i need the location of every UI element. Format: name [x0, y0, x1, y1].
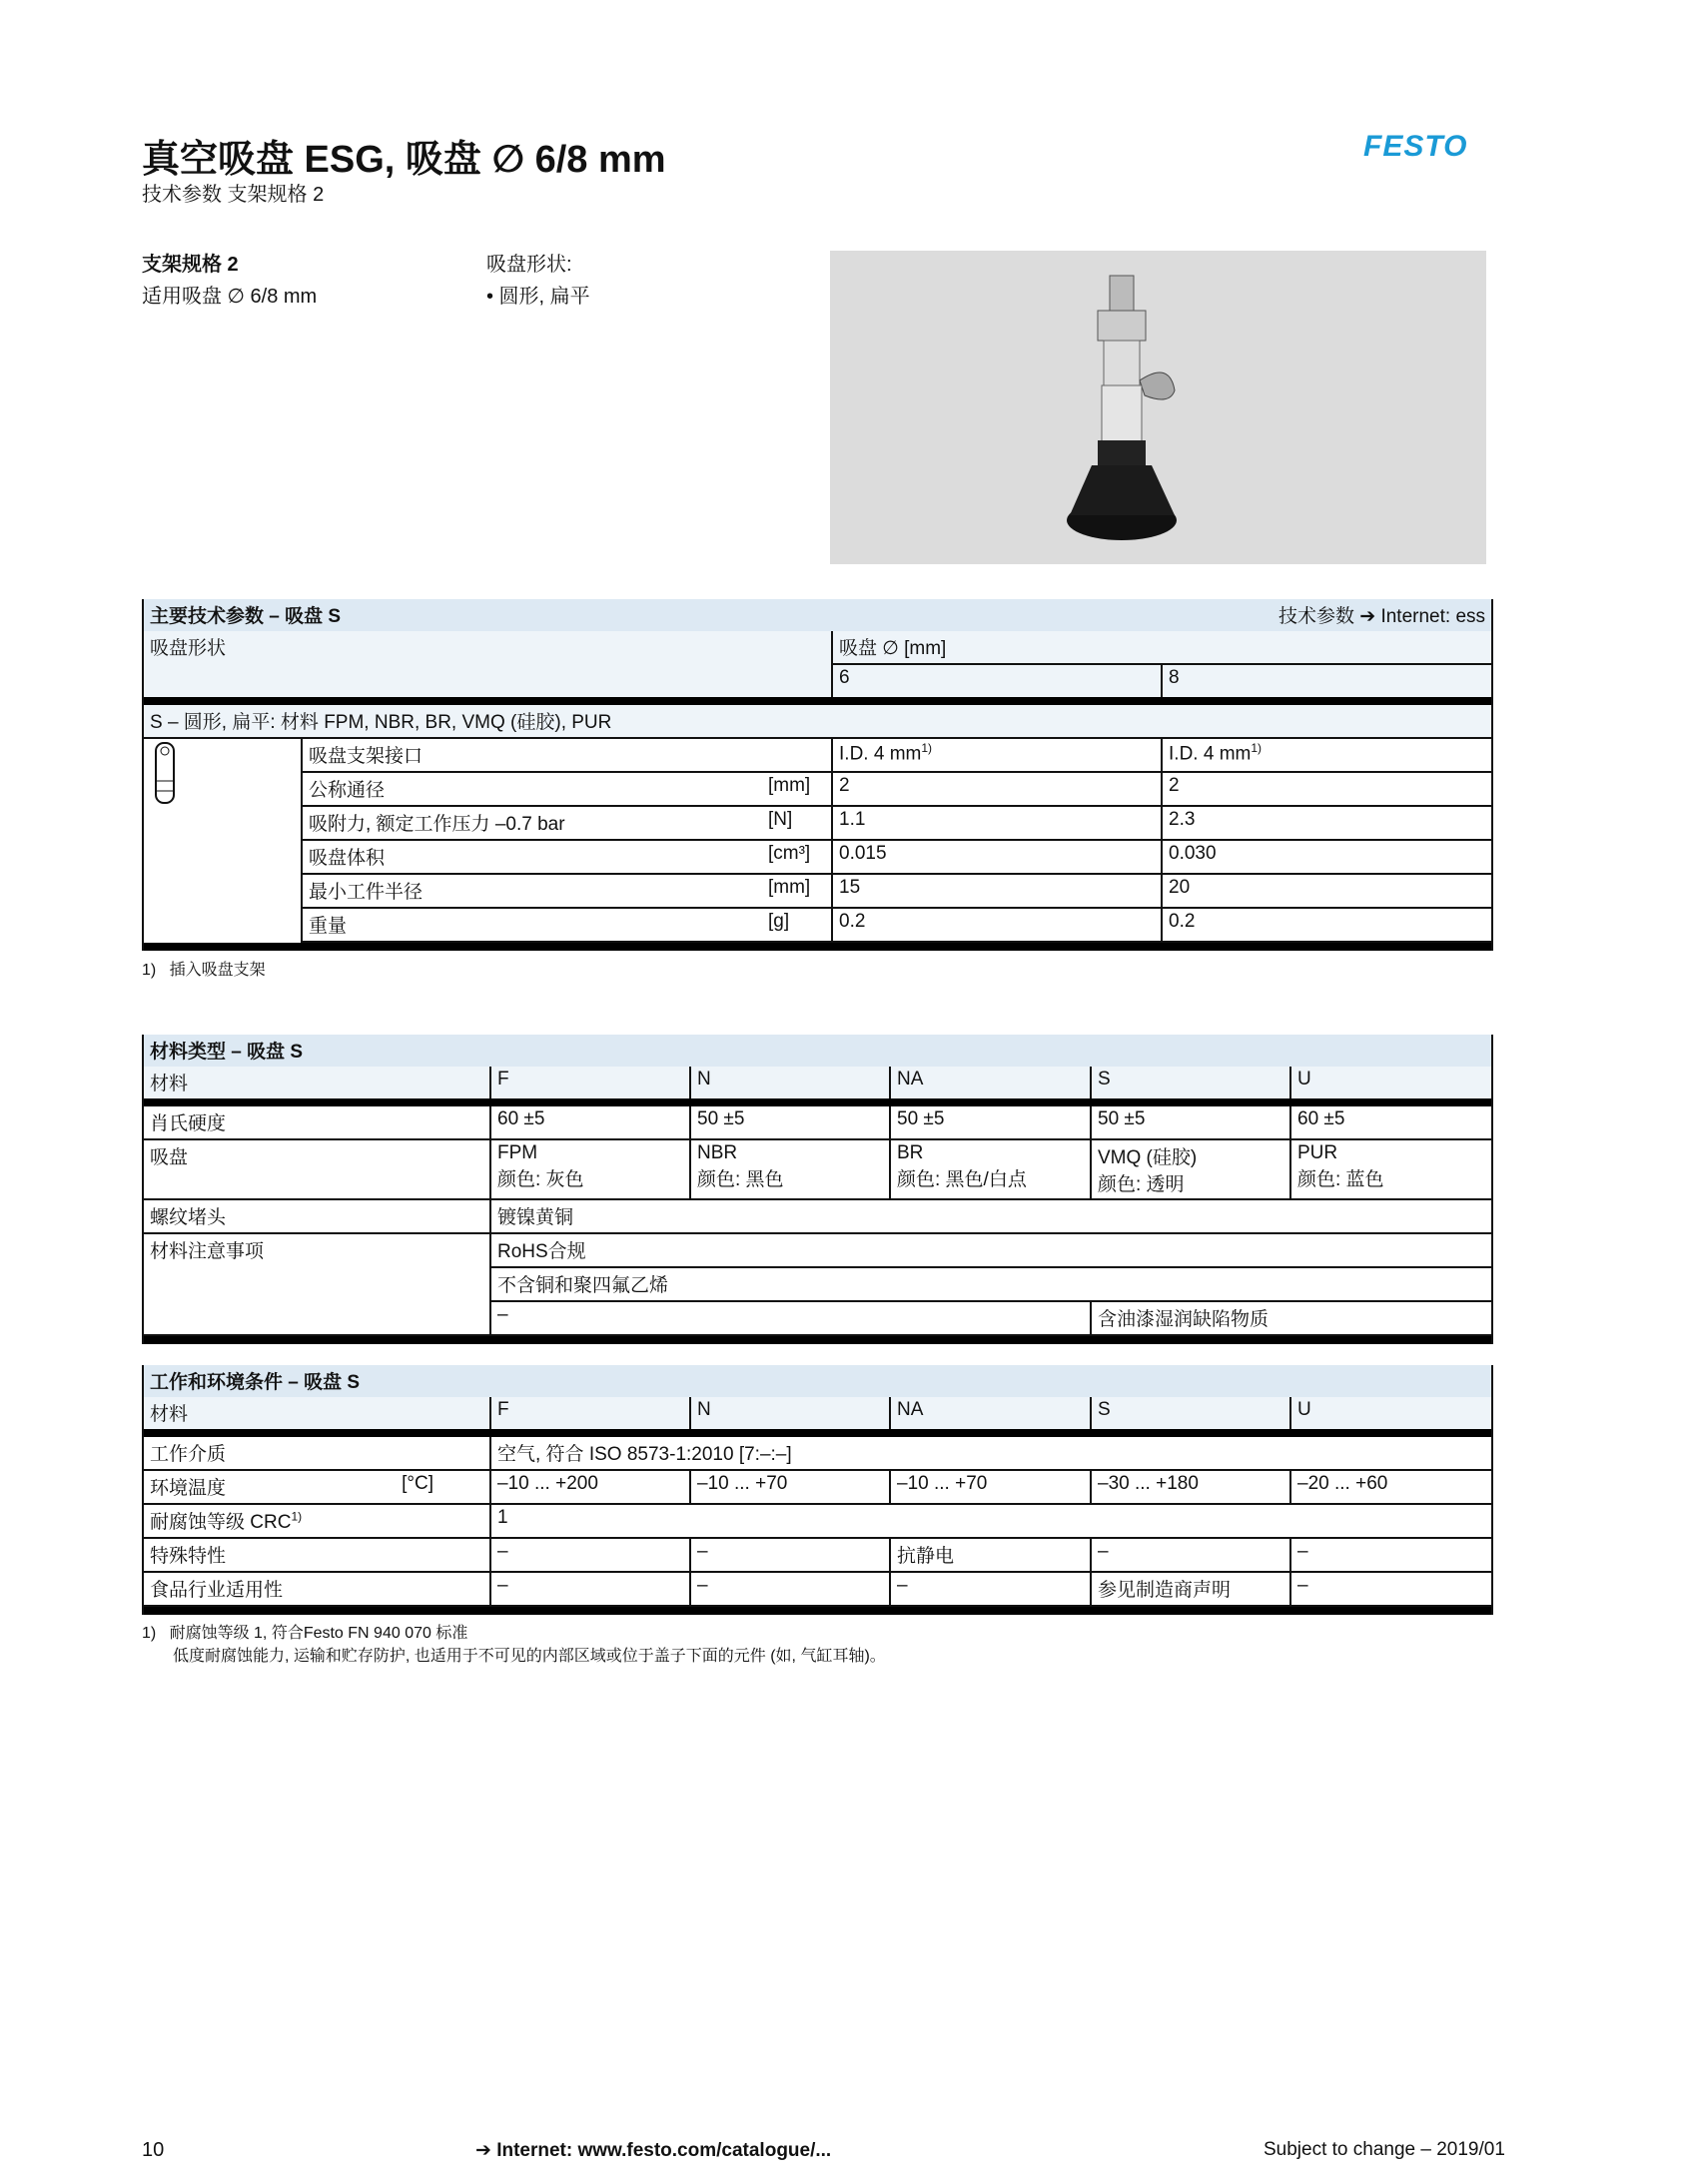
footnote-number: 1)	[142, 1625, 157, 1642]
material-col: NA	[890, 1397, 1091, 1433]
footnote-ref: 1)	[921, 741, 933, 755]
cup-material: BR	[897, 1142, 924, 1163]
cup-color: 颜色: 透明	[1098, 1174, 1185, 1195]
diameter-8: 8	[1162, 664, 1491, 701]
row-value: 0.2	[1162, 908, 1491, 942]
cell: 参见制造商声明	[1091, 1572, 1290, 1606]
material-col: F	[490, 1397, 690, 1433]
cell: 镀镍黄铜	[490, 1199, 1491, 1233]
footnote-1	[142, 957, 266, 980]
table-row	[144, 806, 1491, 840]
table-row	[144, 1139, 1491, 1199]
page-subtitle: 技术参数 支架规格 2	[142, 184, 325, 206]
row-value: 2	[832, 772, 1162, 806]
material-table	[142, 1035, 1493, 1344]
row-unit: [g]	[762, 908, 832, 942]
row-label: 重量	[302, 908, 762, 942]
row-unit: [mm]	[762, 772, 832, 806]
cell: 50 ±5	[890, 1102, 1091, 1139]
size-desc: 适用吸盘 ∅ 6/8 mm	[142, 286, 318, 308]
material-col: N	[690, 1397, 890, 1433]
cell: 50 ±5	[690, 1102, 890, 1139]
row-value: 0.030	[1162, 840, 1491, 874]
material-col: S	[1091, 1397, 1290, 1433]
row-label: 吸盘体积	[302, 840, 762, 874]
row-label: 吸附力, 额定工作压力 –0.7 bar	[302, 806, 762, 840]
diameter-header: 吸盘 ∅ [mm]	[832, 631, 1491, 664]
footnote-ref: 1)	[1251, 741, 1263, 755]
row-value: I.D. 4 mm	[839, 743, 922, 765]
material-col: U	[1290, 1397, 1491, 1433]
material-col: NA	[890, 1067, 1091, 1102]
row-label: 食品行业适用性	[144, 1572, 490, 1606]
table-row	[144, 874, 1491, 908]
main-specs-table	[142, 599, 1493, 951]
cell: –	[1091, 1538, 1290, 1572]
cell: –	[490, 1538, 690, 1572]
cell: 不含铜和聚四氟乙烯	[490, 1267, 1491, 1301]
row-label: 螺纹堵头	[144, 1199, 490, 1233]
cell: 1	[490, 1504, 1491, 1538]
cup-color: 颜色: 黑色/白点	[897, 1169, 1027, 1190]
festo-logo: FESTO	[1363, 130, 1468, 163]
row-label: 最小工件半径	[302, 874, 762, 908]
table-row	[144, 1102, 1491, 1139]
shape-item: • 圆形, 扁平	[486, 286, 590, 308]
row-label: 工作介质	[144, 1433, 490, 1470]
cup-color: 颜色: 黑色	[697, 1169, 784, 1190]
internet-link[interactable]: 技术参数 ➔ Internet: ess	[832, 599, 1491, 631]
product-photo	[830, 251, 1486, 564]
row-label: 特殊特性	[144, 1538, 490, 1572]
material-col: F	[490, 1067, 690, 1102]
material-col: N	[690, 1067, 890, 1102]
suction-cup-icon	[144, 738, 302, 942]
conditions-table	[142, 1365, 1493, 1615]
row-unit: [cm³]	[762, 840, 832, 874]
page-number: 10	[142, 2139, 165, 2161]
shape-label: 吸盘形状:	[486, 254, 572, 276]
row-unit: [mm]	[762, 874, 832, 908]
row-label: 材料注意事项	[144, 1233, 490, 1335]
row-value: 1.1	[832, 806, 1162, 840]
cup-material: VMQ (硅胶)	[1098, 1147, 1198, 1168]
cell: –	[690, 1538, 890, 1572]
cell: –20 ... +60	[1290, 1470, 1491, 1504]
footer-link[interactable]: ➔ Internet: www.festo.com/catalogue/...	[475, 2140, 832, 2161]
cell: 50 ±5	[1091, 1102, 1290, 1139]
cup-material: PUR	[1297, 1142, 1338, 1163]
row-label: 环境温度	[150, 1478, 227, 1499]
row-label: 吸盘支架接口	[302, 738, 832, 772]
shape-header: 吸盘形状	[144, 631, 832, 701]
footnote-text: 低度耐腐蚀能力, 运输和贮存防护, 也适用于不可见的内部区域或位于盖子下面的元件 (如, 气缸耳轴)。	[173, 1648, 886, 1665]
row-value: I.D. 4 mm	[1169, 743, 1252, 765]
page-title: 真空吸盘 ESG, 吸盘 ∅ 6/8 mm	[142, 139, 666, 181]
table-title: 材料类型 – 吸盘 S	[144, 1035, 1491, 1067]
table-row	[144, 1538, 1491, 1572]
row-value: 20	[1162, 874, 1491, 908]
cell: 空气, 符合 ISO 8573-1:2010 [7:–:–]	[490, 1433, 1491, 1470]
table-row	[144, 1433, 1491, 1470]
row-value: 0.2	[832, 908, 1162, 942]
row-value: 15	[832, 874, 1162, 908]
row-label: 吸盘	[144, 1139, 490, 1199]
table-row	[144, 840, 1491, 874]
cell: –	[1290, 1538, 1491, 1572]
cup-material: NBR	[697, 1142, 738, 1163]
cell: –10 ... +200	[490, 1470, 690, 1504]
diameter-6: 6	[832, 664, 1162, 701]
row-unit: [N]	[762, 806, 832, 840]
material-header: 材料	[144, 1067, 490, 1102]
cell: –10 ... +70	[890, 1470, 1091, 1504]
footnote-ref: 1)	[291, 1509, 303, 1524]
row-value: 2	[1162, 772, 1491, 806]
cell: –	[690, 1572, 890, 1606]
suction-cup-image	[830, 251, 1486, 564]
cell: –	[1290, 1572, 1491, 1606]
cup-color: 颜色: 灰色	[497, 1169, 584, 1190]
row-label: 肖氏硬度	[144, 1102, 490, 1139]
cell: –	[890, 1572, 1091, 1606]
cell: –30 ... +180	[1091, 1470, 1290, 1504]
cell: –10 ... +70	[690, 1470, 890, 1504]
section-label: S – 圆形, 扁平: 材料 FPM, NBR, BR, VMQ (硅胶), PUR	[144, 701, 1491, 738]
table-row	[144, 1470, 1491, 1504]
row-label: 公称通径	[302, 772, 762, 806]
cup-material: FPM	[497, 1142, 538, 1163]
row-value: 0.015	[832, 840, 1162, 874]
footnote-text: 耐腐蚀等级 1, 符合Festo FN 940 070 标准	[169, 1625, 468, 1642]
footnote-2	[142, 1620, 886, 1666]
footnote-text: 插入吸盘支架	[169, 962, 266, 979]
material-col: U	[1290, 1067, 1491, 1102]
table-row	[144, 772, 1491, 806]
table-title: 工作和环境条件 – 吸盘 S	[144, 1365, 1491, 1397]
cell: –	[490, 1572, 690, 1606]
row-label: 耐腐蚀等级 CRC	[150, 1512, 292, 1533]
size-label: 支架规格 2	[142, 254, 239, 276]
cell: 抗静电	[890, 1538, 1091, 1572]
table-title: 主要技术参数 – 吸盘 S	[144, 599, 832, 631]
table-row	[144, 1572, 1491, 1606]
cell: RoHS合规	[490, 1233, 1491, 1267]
cell: 60 ±5	[1290, 1102, 1491, 1139]
cell: 含油漆湿润缺陷物质	[1091, 1301, 1491, 1335]
footnote-number: 1)	[142, 962, 157, 979]
table-row	[144, 908, 1491, 942]
cell: –	[490, 1301, 1091, 1335]
table-row	[144, 738, 1491, 772]
table-row	[144, 1199, 1491, 1233]
cell: 60 ±5	[490, 1102, 690, 1139]
row-unit: [°C]	[402, 1473, 433, 1494]
row-value: 2.3	[1162, 806, 1491, 840]
table-row	[144, 1504, 1491, 1538]
footer-note: Subject to change – 2019/01	[1264, 2139, 1505, 2160]
table-row	[144, 1233, 1491, 1267]
material-header: 材料	[144, 1397, 490, 1433]
cup-color: 颜色: 蓝色	[1297, 1169, 1384, 1190]
material-col: S	[1091, 1067, 1290, 1102]
